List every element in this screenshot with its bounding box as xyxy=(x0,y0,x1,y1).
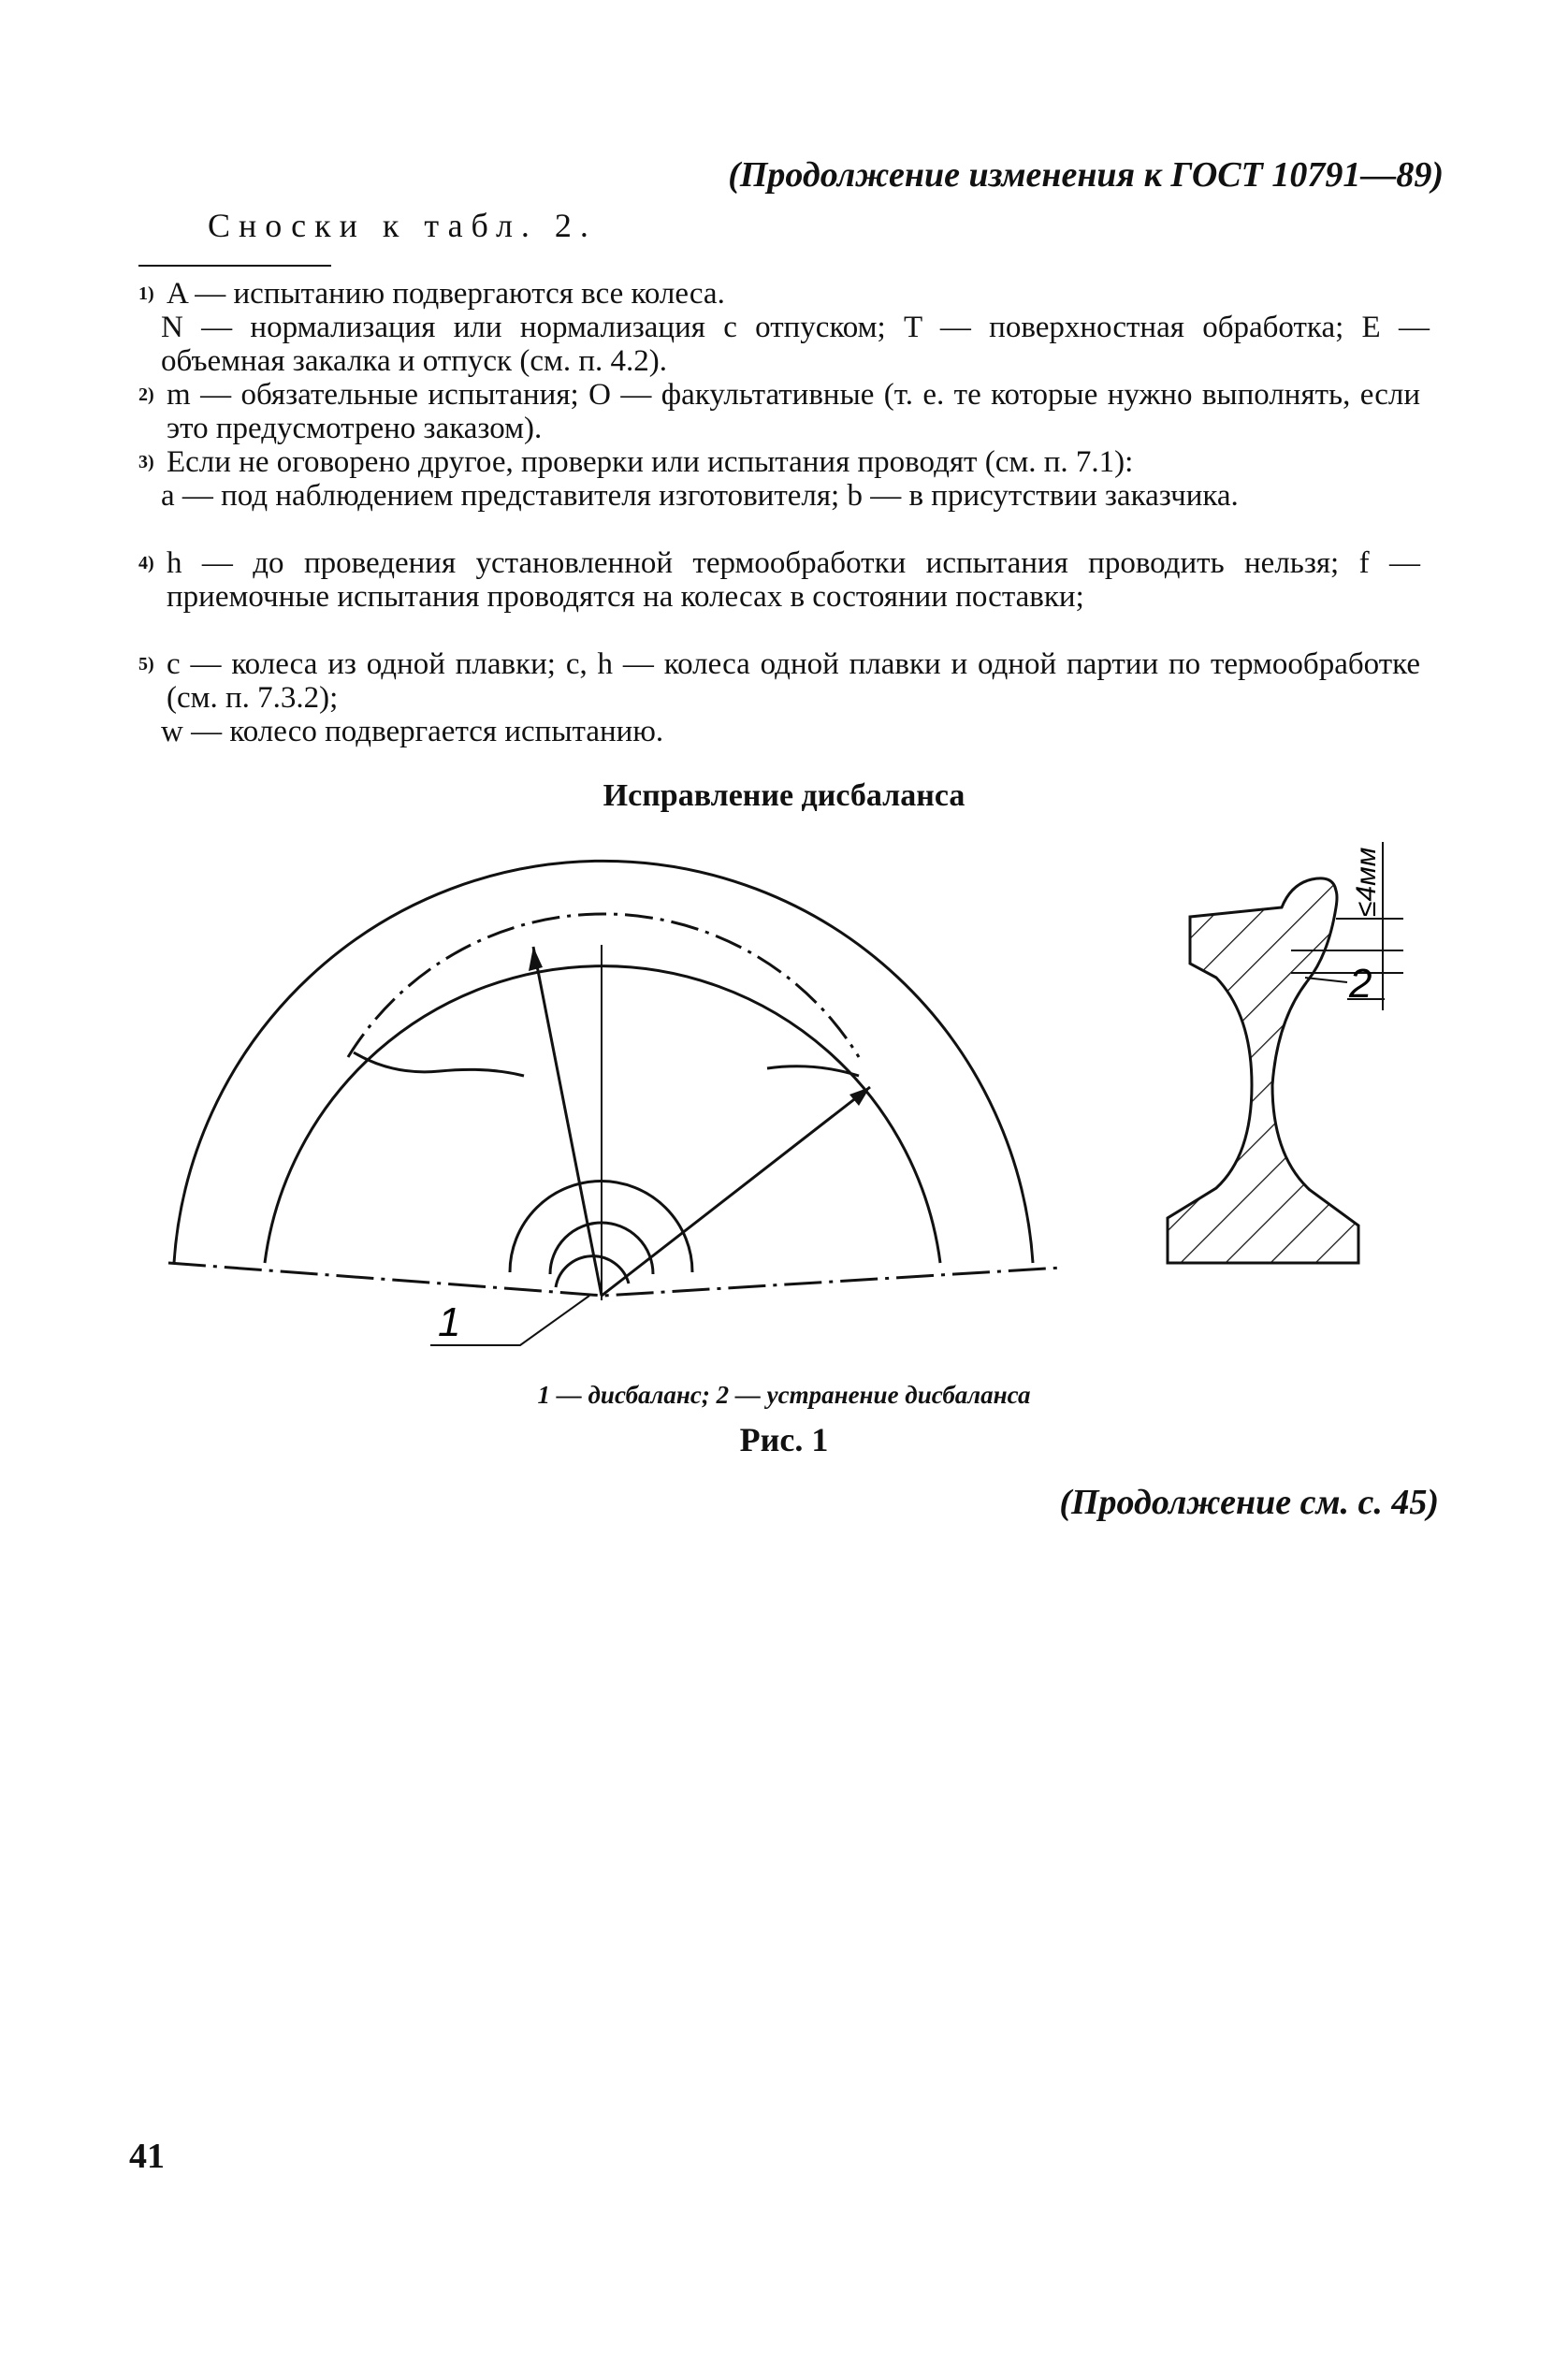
footnote-4 xyxy=(138,546,1430,614)
footnote-rule xyxy=(138,265,331,267)
label-2: 2 xyxy=(1349,961,1372,1007)
footnote-text: m — обязательные испытания; O — факультативные (т. е. те которые нужно выполнять, если это предусмотрено заказом). xyxy=(167,378,1420,445)
footnote-5 xyxy=(138,647,1430,715)
footnote-1b xyxy=(161,311,1430,378)
footnote-text: h — до проведения установленной термообработки испытания проводить нельзя; f — приемочные испытания проводятся на колесах в состоянии поставки; xyxy=(167,546,1420,614)
figure-number: Рис. 1 xyxy=(739,1421,829,1458)
footnote-mark: 4) xyxy=(138,553,154,573)
running-header: (Продолжение изменения к ГОСТ 10791—89) xyxy=(728,155,1444,195)
footnote-text: A — испытанию подвергаются все колеса. xyxy=(167,277,725,311)
footnote-2 xyxy=(138,378,1430,445)
footnote-text: Если не оговорено другое, проверки или испытания проводят (см. п. 7.1): xyxy=(167,445,1134,479)
dimension-label: ≤4мм xyxy=(1351,847,1382,917)
footnote-mark: 5) xyxy=(138,654,154,674)
footnote-5b xyxy=(161,715,1430,748)
footnote-text: c — колеса из одной плавки; c, h — колеса одной плавки и одной партии по термообработке (см. п. 7.3.2); xyxy=(167,647,1420,715)
radius-arrow-1 xyxy=(533,947,602,1296)
rim-cross-section xyxy=(1168,878,1358,1263)
label-1: 1 xyxy=(438,1299,461,1345)
dash-dot-arc xyxy=(348,914,859,1057)
figure-drawing xyxy=(0,823,1568,1375)
footnote-text: w — колесо подвергается испытанию. xyxy=(161,715,664,748)
arrowhead-1 xyxy=(529,947,543,971)
leader-2 xyxy=(1305,978,1347,982)
base-line xyxy=(168,1263,1062,1296)
footnote-text: N — нормализация или нормализация с отпуском; T — поверхностная обработка; E — объемная закалка и отпуск (см. п. 4.2). xyxy=(161,311,1430,378)
web-wave-left xyxy=(354,1052,524,1076)
footnotes-title: Сноски к табл. 2. xyxy=(208,207,597,244)
continuation-note: (Продолжение см. с. 45) xyxy=(1059,1483,1439,1522)
footnote-3b xyxy=(161,479,1430,513)
page-number: 41 xyxy=(129,2137,165,2176)
footnote-mark: 2) xyxy=(138,384,154,405)
outer-rim-arc xyxy=(174,861,1033,1263)
figure-caption: 1 — дисбаланс; 2 — устранение дисбаланса xyxy=(537,1381,1031,1409)
arrowhead-2 xyxy=(849,1087,870,1106)
footnote-mark: 3) xyxy=(138,452,154,472)
figure-title: Исправление дисбаланса xyxy=(603,778,965,813)
footnote-mark: 1) xyxy=(138,283,154,304)
footnote-text: a — под наблюдением представителя изготовителя; b — в присутствии заказчика. xyxy=(161,479,1239,513)
